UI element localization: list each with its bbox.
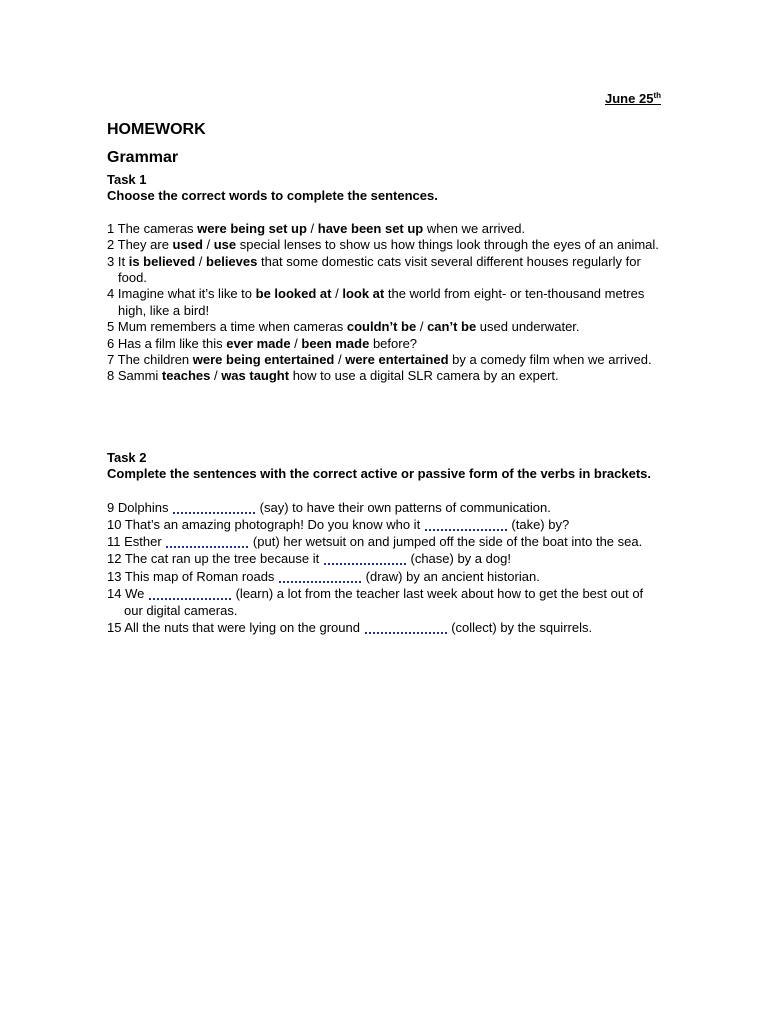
date-heading: June 25th [605,91,661,106]
item-number: 12 [107,551,122,567]
sentence-start: This map of Roman roads [124,568,279,584]
task-2-items [107,499,663,637]
item-number: 14 [107,585,122,601]
option-a: couldn’t be [346,319,417,335]
sentence-start: Sammi [117,368,162,384]
item-number: 8 [107,368,115,384]
option-a: is believed [128,253,196,269]
option-b: believes [206,253,258,269]
sentence-end: the world from eight- or ten-thousand metres high, like a bird! [118,286,645,318]
task-2-sentence [107,619,663,636]
task-1-items [107,221,663,385]
sentence-end: (take) by? [507,517,570,533]
item-number: 7 [107,352,115,368]
task-2-title: Task 2 [107,450,147,465]
item-number: 9 [107,499,115,515]
item-number: 5 [107,319,115,335]
task-1-sentence [107,221,663,237]
item-number: 13 [107,568,122,584]
item-number: 15 [107,620,122,636]
task-1 [107,172,663,385]
task-1-sentence [107,237,663,253]
sentence-end: how to use a digital SLR camera by an expert. [289,368,559,384]
task-2 [107,450,663,636]
answer-blank[interactable] [173,500,255,514]
sentence-end: that some domestic cats visit several different houses regularly for food. [118,253,641,286]
sentence-start: Dolphins [117,499,173,515]
option-b: can’t be [427,319,477,335]
sentence-start: That’s an amazing photograph! Do you know who it [124,517,424,533]
answer-blank[interactable] [166,534,248,548]
sentence-end: (chase) by a dog! [406,551,511,567]
task-2-sentence [107,568,663,585]
item-number: 2 [107,237,115,253]
option-b: was taught [221,368,290,384]
option-b: been made [301,335,370,351]
option-separator: / [202,237,214,253]
sentence-end: (learn) a lot from the teacher last week about how to get the best out of our digital cameras. [124,585,644,619]
task-1-sentence [107,319,663,335]
sentence-start: Has a film like this [117,335,227,351]
sentence-start: We [125,585,148,601]
option-separator: / [331,286,343,302]
item-number: 3 [107,253,115,269]
sentence-end: by a comedy film when we arrived. [448,352,652,368]
option-a: be looked at [255,286,332,302]
task-1-sentence [107,254,663,287]
sentence-start: Mum remembers a time when cameras [117,319,347,335]
answer-blank[interactable] [365,620,447,634]
option-separator: / [195,253,207,269]
task-2-sentence [107,550,663,567]
sentence-end: used underwater. [476,319,580,335]
task-1-sentence [107,286,663,319]
option-a: ever made [226,335,291,351]
sentence-end: before? [369,335,418,351]
task-2-sentence [107,499,663,516]
task-2-instruction: Complete the sentences with the correct active or passive form of the verbs in brackets. [107,466,652,482]
option-a: were being set up [197,220,307,236]
sentence-start: Imagine what it’s like to [117,286,256,302]
sentence-end: (collect) by the squirrels. [447,620,593,636]
option-separator: / [306,220,318,236]
option-separator: / [416,319,428,335]
sentence-end: (draw) by an ancient historian. [362,568,540,584]
option-a: teaches [161,368,211,384]
option-separator: / [334,352,346,368]
sentence-end: special lenses to show us how things look through the eyes of an animal. [236,237,659,253]
task-2-sentence [107,516,663,533]
item-number: 11 [107,534,121,550]
task-1-sentence [107,368,663,384]
answer-blank[interactable] [425,517,507,531]
option-b: have been set up [317,220,424,236]
section-title: Grammar [107,149,179,166]
sentence-start: The cameras [117,220,198,236]
task-1-sentence [107,336,663,352]
item-number: 10 [107,517,122,533]
sentence-start: They are [117,237,173,253]
sentence-end: when we arrived. [423,220,526,236]
item-number: 4 [107,286,115,302]
answer-blank[interactable] [279,569,361,583]
sentence-start: It [117,253,129,269]
option-separator: / [290,335,302,351]
task-1-sentence [107,352,663,368]
task-2-sentence [107,585,663,619]
option-separator: / [210,368,222,384]
sentence-start: The cat ran up the tree because it [124,551,323,567]
answer-blank[interactable] [149,586,231,600]
task-2-sentence [107,533,663,550]
date-suffix: th [653,91,661,100]
page-title: HOMEWORK [107,121,206,138]
sentence-start: All the nuts that were lying on the ground [124,620,364,636]
option-b: look at [342,286,385,302]
task-1-title: Task 1 [107,172,147,187]
item-number: 6 [107,335,115,351]
sentence-end: (say) to have their own patterns of communication. [256,499,551,515]
answer-blank[interactable] [324,551,406,565]
sentence-end: (put) her wetsuit on and jumped off the side of the boat into the sea. [249,534,643,550]
option-b: use [213,237,237,253]
sentence-start: The children [117,352,193,368]
option-b: were entertained [345,352,449,368]
item-number: 1 [107,220,115,236]
sentence-start: Esther [124,534,166,550]
task-1-instruction: Choose the correct words to complete the sentences. [107,188,438,204]
option-a: used [172,237,203,253]
option-a: were being entertained [192,352,335,368]
